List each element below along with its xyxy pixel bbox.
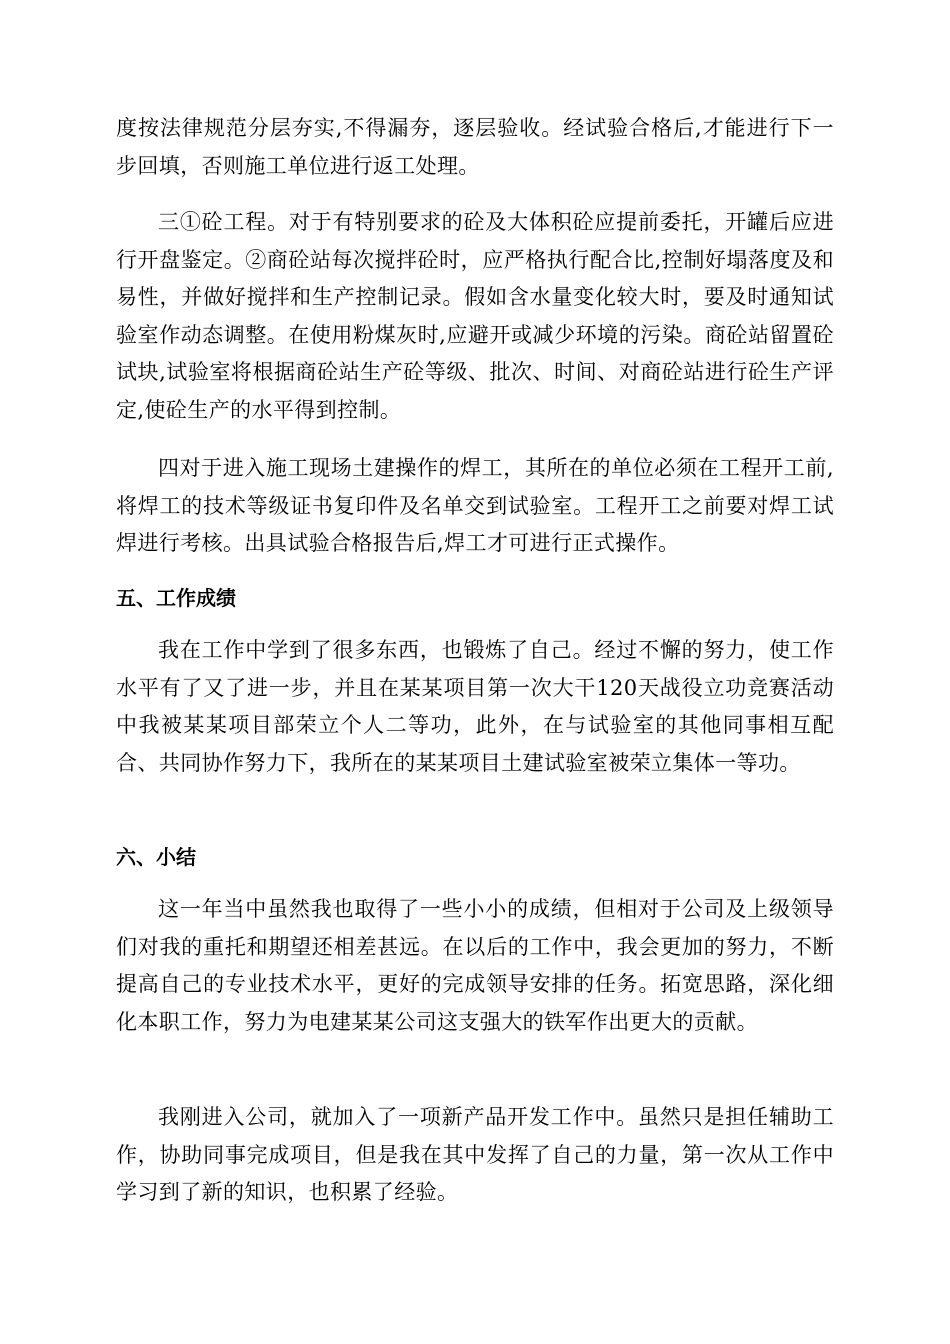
paragraph-new-product: 我刚进入公司，就加入了一项新产品开发工作中。虽然只是担任辅助工作，协助同事完成项目，但是我在其中发挥了自己的力量，第一次从工作中学习到了新的知识，也积累了经验。	[116, 1105, 834, 1204]
paragraph-concrete: 三①砼工程。对于有特别要求的砼及大体积砼应提前委托，开罐后应进行开盘鉴定。②商砼站每次搅拌砼时，应严格执行配合比,控制好塌落度及和易性，并做好搅拌和生产控制记录。假如含水量变化较大时，要及时通知试验室作动态调整。在使用粉煤灰时,应避开或减少环境的污染。商砼站留置砼试块,试验室将根据商砼站生产砼等级、批次、时间、对商砼站进行砼生产评定,使砼生产的水平得到控制。	[116, 210, 834, 422]
paragraph-achievements: 我在工作中学到了很多东西，也锻炼了自己。经过不懈的努力，使工作水平有了又了进一步，并且在某某项目第一次大干120天战役立功竞赛活动中我被某某项目部荣立个人二等功，此外，在与试验室的其他同事相互配合、共同协作努力下，我所在的某某项目土建试验室被荣立集体一等功。	[116, 638, 834, 775]
paragraph-welders: 四对于进入施工现场土建操作的焊工，其所在的单位必须在工程开工前,将焊工的技术等级证书复印件及名单交到试验室。工程开工之前要对焊工试焊进行考核。出具试验合格报告后,焊工才可进行正式操作。	[116, 456, 834, 555]
section-heading-achievements: 五、工作成绩	[116, 586, 236, 610]
paragraph-summary: 这一年当中虽然我也取得了一些小小的成绩，但相对于公司及上级领导们对我的重托和期望还相差甚远。在以后的工作中，我会更加的努力，不断提高自己的专业技术水平，更好的完成领导安排的任务。拓宽思路，深化细化本职工作，努力为电建某某公司这支强大的铁军作出更大的贡献。	[116, 897, 834, 1034]
paragraph-backfill: 度按法律规范分层夯实,不得漏夯，逐层验收。经试验合格后,才能进行下一步回填，否则施工单位进行返工处理。	[116, 116, 834, 178]
section-heading-summary: 六、小结	[116, 845, 196, 869]
